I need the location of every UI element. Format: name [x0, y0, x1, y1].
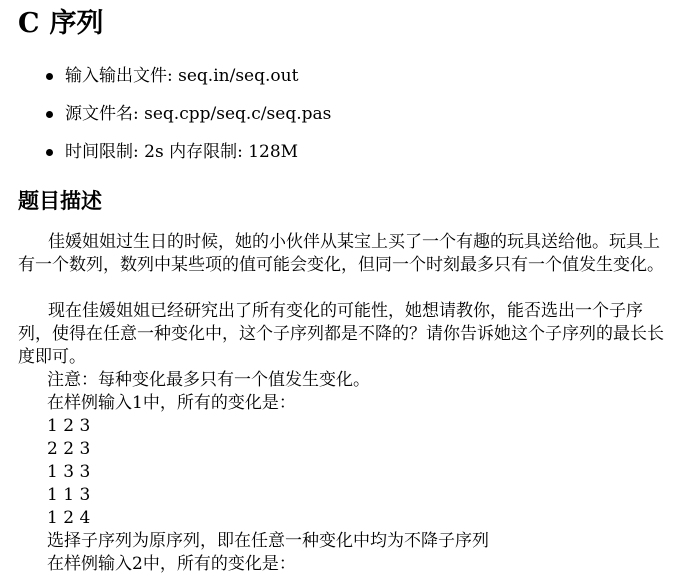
meta-text-io-files: 输入输出文件: seq.in/seq.out — [65, 66, 299, 86]
sample1-explanation-line: 选择子序列为原序列，即在任意一种变化中均为不降子序列 — [47, 531, 489, 551]
bullet-icon — [46, 111, 53, 118]
sample1-change-2: 2 2 3 — [47, 439, 91, 459]
sample1-intro-line: 在样例输入1中，所有的变化是： — [47, 393, 296, 413]
meta-text-limits: 时间限制: 2s 内存限制: 128M — [65, 142, 299, 162]
sample2-intro-line: 在样例输入2中，所有的变化是： — [47, 554, 296, 574]
sample1-change-4: 1 1 3 — [47, 485, 91, 505]
note-line: 注意：每种变化最多只有一个值发生变化。 — [47, 370, 370, 390]
description-paragraph-2: 现在佳媛姐姐已经研究出了所有变化的可能性，她想请教你，能否选出一个子序列，使得在任意一种变化中，这个子序列都是不降的？请你告诉她这个子序列的最长长度即可。 — [18, 301, 664, 367]
bullet-icon — [46, 149, 53, 156]
bullet-icon — [46, 73, 53, 80]
section-title-description: 题目描述 — [18, 188, 102, 213]
sample1-change-5: 1 2 4 — [47, 508, 91, 528]
problem-letter: C — [18, 8, 40, 39]
problem-name: 序列 — [49, 8, 104, 39]
description-paragraph-1: 佳媛姐姐过生日的时候，她的小伙伴从某宝上买了一个有趣的玩具送给他。玩具上有一个数列，数列中某些项的值可能会变化，但同一个时刻最多只有一个值发生变化。 — [18, 232, 664, 275]
sample1-change-1: 1 2 3 — [47, 416, 91, 436]
sample1-change-3: 1 3 3 — [47, 462, 91, 482]
problem-title — [18, 8, 104, 40]
meta-text-source-files: 源文件名: seq.cpp/seq.c/seq.pas — [65, 104, 332, 124]
